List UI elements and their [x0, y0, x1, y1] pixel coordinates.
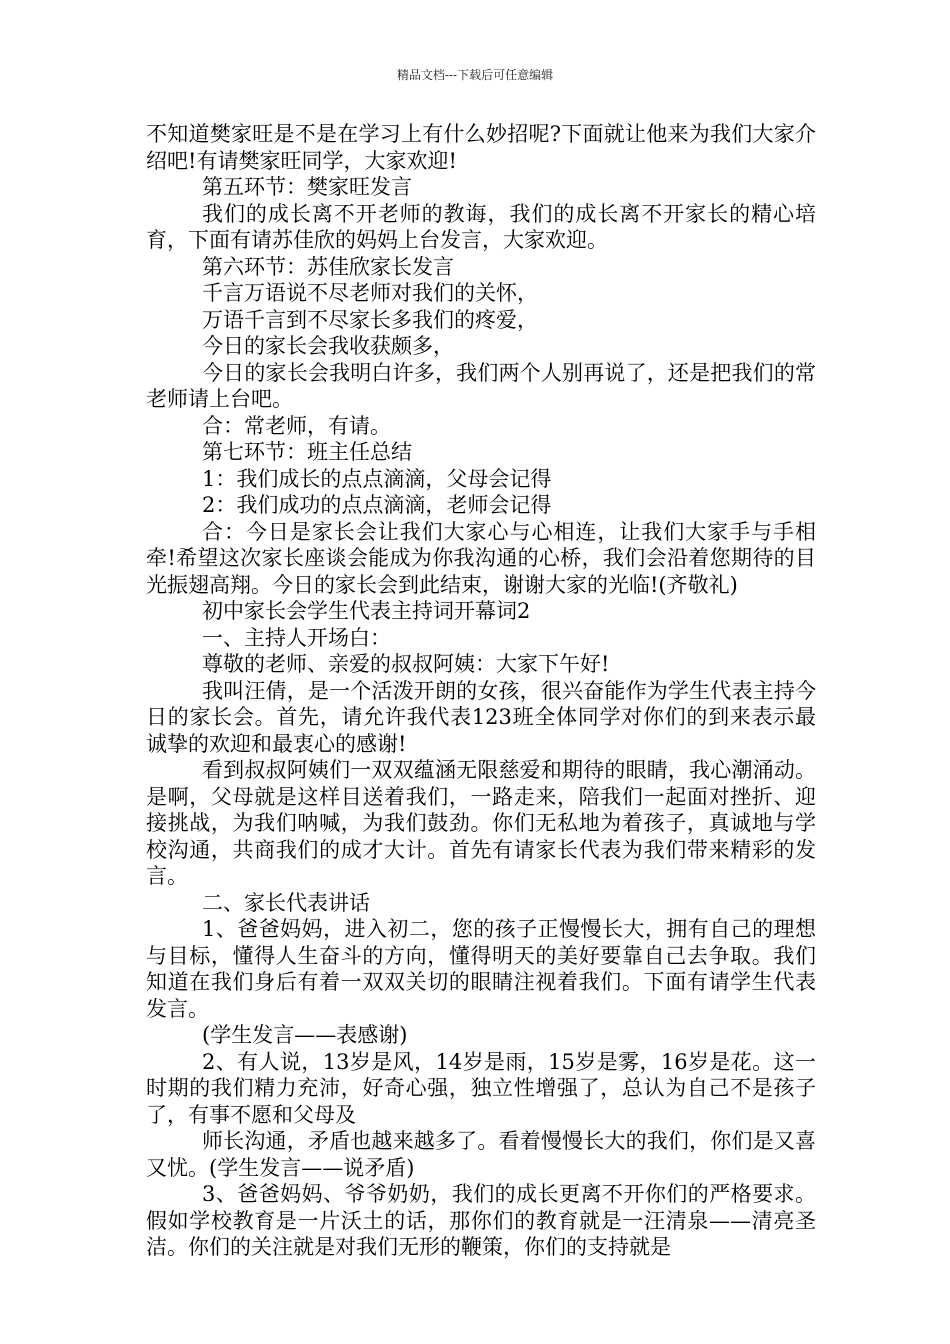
body-paragraph: 初中家长会学生代表主持词开幕词2 — [202, 599, 531, 623]
document-body — [146, 121, 816, 1261]
body-paragraph: 今日的家长会我收获颇多， — [202, 334, 454, 358]
page-header: 精品文档---下载后可任意编辑 — [396, 68, 554, 82]
body-paragraph: 不知道樊家旺是不是在学习上有什么妙招呢?下面就让他来为我们大家介绍吧!有请樊家旺同学，大家欢迎! — [146, 122, 816, 173]
body-paragraph: 二、家长代表讲话 — [202, 890, 370, 915]
body-paragraph: 1、爸爸妈妈，进入初二，您的孩子正慢慢长大，拥有自己的理想与目标，懂得人生奋斗的方向，懂得明天的美好要靠自己去争取。我们知道在我们身后有着一双双关切的眼睛注视着我们。下面有请学生代表发言。 — [146, 917, 816, 1021]
body-paragraph: 看到叔叔阿姨们一双双蕴涵无限慈爱和期待的眼睛，我心潮涌动。是啊，父母就是这样目送着我们，一路走来，陪我们一起面对挫折、迎接挑战，为我们呐喊，为我们鼓劲。你们无私地为着孩子，真诚地与学校沟通，共商我们的成才大计。首先有请家长代表为我们带来精彩的发言。 — [146, 758, 816, 888]
body-paragraph: 第五环节：樊家旺发言 — [202, 175, 412, 199]
body-paragraph: 师长沟通，矛盾也越来越多了。看着慢慢长大的我们，你们是又喜又忧。(学生发言——说矛盾) — [146, 1129, 816, 1180]
body-paragraph: (学生发言——表感谢) — [202, 1023, 408, 1047]
body-paragraph: 第七环节：班主任总结 — [202, 440, 412, 464]
body-paragraph: 千言万语说不尽老师对我们的关怀， — [202, 281, 538, 305]
body-paragraph: 合：常老师，有请。 — [202, 413, 391, 438]
body-paragraph: 我们的成长离不开老师的教诲，我们的成长离不开家长的精心培育，下面有请苏佳欣的妈妈上台发言，大家欢迎。 — [146, 201, 816, 252]
body-paragraph: 合：今日是家长会让我们大家心与心相连，让我们大家手与手相牵!希望这次家长座谈会能成为你我沟通的心桥，我们会沿着您期待的目光振翅高翔。今日的家长会到此结束，谢谢大家的光临!(齐敬礼) — [146, 519, 816, 597]
body-paragraph: 尊敬的老师、亲爱的叔叔阿姨：大家下午好! — [202, 652, 610, 676]
body-paragraph: 2、有人说，13岁是风，14岁是雨，15岁是雾，16岁是花。这一时期的我们精力充沛，好奇心强，独立性增强了，总认为自己不是孩子了，有事不愿和父母及 — [146, 1049, 816, 1127]
body-paragraph: 2：我们成功的点点滴滴，老师会记得 — [202, 493, 552, 517]
body-paragraph: 我叫汪倩，是一个活泼开朗的女孩，很兴奋能作为学生代表主持今日的家长会。首先，请允许我代表123班全体同学对你们的到来表示最诚挚的欢迎和最衷心的感谢! — [146, 678, 816, 756]
body-paragraph: 一、主持人开场白： — [202, 625, 391, 650]
body-paragraph: 今日的家长会我明白许多，我们两个人别再说了，还是把我们的常老师请上台吧。 — [146, 360, 816, 411]
body-paragraph: 第六环节：苏佳欣家长发言 — [202, 254, 454, 279]
body-paragraph: 3、爸爸妈妈、爷爷奶奶，我们的成长更离不开你们的严格要求。假如学校教育是一片沃土的话，那你们的教育就是一汪清泉——清亮圣洁。你们的关注就是对我们无形的鞭策，你们的支持就是 — [146, 1182, 816, 1259]
body-paragraph: 1：我们成长的点点滴滴，父母会记得 — [202, 466, 552, 491]
body-paragraph: 万语千言到不尽家长多我们的疼爱， — [202, 307, 538, 332]
